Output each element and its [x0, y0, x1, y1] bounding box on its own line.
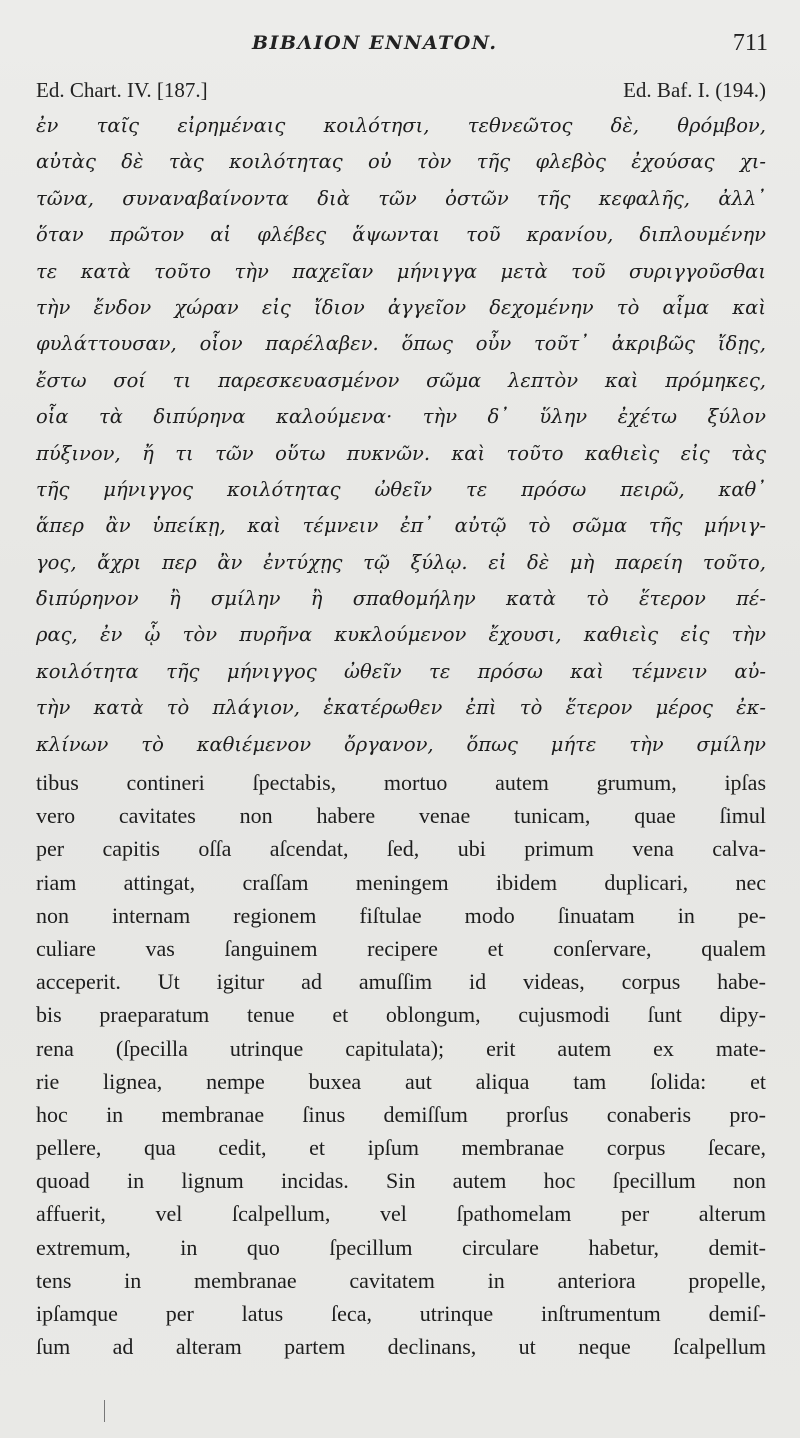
latin-line: vero cavitates non habere venae tunicam, quae ſimul: [36, 803, 766, 829]
greek-line: τὴν κατὰ τὸ πλάγιον, ἑκατέρωθεν ἐπὶ τὸ ἕτερον μέρος ἐκ-: [36, 696, 766, 720]
latin-line: extremum, in quo ſpecillum circulare habetur, demit-: [36, 1234, 766, 1260]
greek-line: πύξινον, ἤ τι τῶν οὕτω πυκνῶν. καὶ τοῦτο καθιεὶς εἰς τὰς: [36, 441, 766, 465]
greek-line: τὴν ἔνδον χώραν εἰς ἴδιον ἀγγεῖον δεχομένην τὸ αἷμα καὶ: [36, 295, 766, 319]
edition-references: [36, 78, 766, 108]
greek-line: ἅπερ ἂν ὑπείκῃ, καὶ τέμνειν ἐπ᾽ αὐτῷ τὸ σῶμα τῆς μήνιγ-: [36, 514, 766, 538]
latin-line: ſum ad alteram partem declinans, ut neque ſcalpellum: [36, 1334, 766, 1360]
greek-line: ἐν ταῖς εἰρημέναις κοιλότησι, τεθνεῶτος δὲ, θρόμβον,: [36, 114, 766, 137]
latin-line: acceperit. Ut igitur ad amuſſim id videas, corpus habe-: [36, 969, 766, 995]
latin-line: hoc in membranae ſinus demiſſum prorſus conaberis pro-: [36, 1101, 766, 1127]
latin-line: ipſamque per latus ſeca, utrinque inſtrumentum demiſ-: [36, 1301, 766, 1326]
greek-text-block: [36, 108, 766, 763]
latin-line: quoad in lignum incidas. Sin autem hoc ſpecillum non: [36, 1168, 766, 1194]
latin-line: per capitis oſſa aſcendat, ſed, ubi primum vena calva-: [36, 836, 766, 862]
greek-line: αὐτὰς δὲ τὰς κοιλότητας οὐ τὸν τῆς φλεβὸς ἐχούσας χι-: [36, 150, 766, 174]
margin-mark: [104, 1400, 105, 1422]
greek-line: ὅταν πρῶτον αἱ φλέβες ἅψωνται τοῦ κρανίου, διπλουμένην: [36, 223, 766, 247]
edition-left: Ed. Chart. IV. [187.]: [36, 78, 208, 102]
greek-line: κλίνων τὸ καθιέμενον ὄργανον, ὅπως μήτε τὴν σμίλην: [36, 732, 766, 756]
latin-line: culiare vas ſanguinem recipere et conſervare, qualem: [36, 935, 766, 961]
latin-line: bis praeparatum tenue et oblongum, cujusmodi ſunt dipy-: [36, 1002, 766, 1028]
running-title: BIBΛΙΟΝ ENNATON.: [252, 32, 498, 54]
greek-line: φυλάττουσαν, οἷον παρέλαβεν. ὅπως οὖν τοῦτ᾽ ἀκριβῶς ἴδῃς,: [36, 332, 766, 356]
page-number: 711: [732, 30, 768, 56]
latin-line: tibus contineri ſpectabis, mortuo autem grumum, ipſas: [36, 770, 766, 795]
running-head: [0, 22, 800, 62]
greek-line: τῶνα, συναναβαίνοντα διὰ τῶν ὀστῶν τῆς κεφαλῆς, ἀλλ᾽: [36, 186, 766, 210]
greek-line: τε κατὰ τοῦτο τὴν παχεῖαν μήνιγγα μετὰ τοῦ συριγγοῦσθαι: [36, 259, 766, 283]
latin-line: pellere, qua cedit, et ipſum membranae corpus ſecare,: [36, 1135, 766, 1161]
latin-line: riam attingat, craſſam meningem ibidem duplicari, nec: [36, 869, 766, 895]
latin-line: rena (ſpecilla utrinque capitulata); erit autem ex mate-: [36, 1035, 766, 1061]
latin-line: rie lignea, nempe buxea aut aliqua tam ſolida: et: [36, 1068, 766, 1094]
greek-line: οἷα τὰ διπύρηνα καλούμενα· τὴν δ᾽ ὕλην ἐχέτω ξύλον: [36, 405, 766, 429]
latin-line: affuerit, vel ſcalpellum, vel ſpathomelam per alterum: [36, 1201, 766, 1227]
latin-line: non internam regionem fiſtulae modo ſinuatam in pe-: [36, 902, 766, 928]
greek-line: ἔστω σοί τι παρεσκευασμένον σῶμα λεπτὸν καὶ πρόμηκες,: [36, 368, 766, 392]
greek-line: γος, ἄχρι περ ἂν ἐντύχῃς τῷ ξύλῳ. εἰ δὲ μὴ παρείη τοῦτο,: [36, 550, 766, 574]
latin-line: tens in membranae cavitatem in anteriora propelle,: [36, 1267, 766, 1293]
greek-line: τῆς μήνιγγος κοιλότητας ὠθεῖν τε πρόσω πειρῶ, καθ᾽: [36, 477, 766, 501]
edition-right: Ed. Baf. I. (194.): [623, 78, 766, 102]
greek-line: κοιλότητα τῆς μήνιγγος ὠθεῖν τε πρόσω καὶ τέμνειν αὐ-: [36, 659, 766, 683]
greek-line: ρας, ἐν ᾧ τὸν πυρῆνα κυκλούμενον ἔχουσι, καθιεὶς εἰς τὴν: [36, 623, 766, 647]
latin-text-block: [36, 766, 766, 1363]
greek-line: διπύρηνον ἢ σμίλην ἢ σπαθομήλην κατὰ τὸ ἕτερον πέ-: [36, 587, 766, 611]
